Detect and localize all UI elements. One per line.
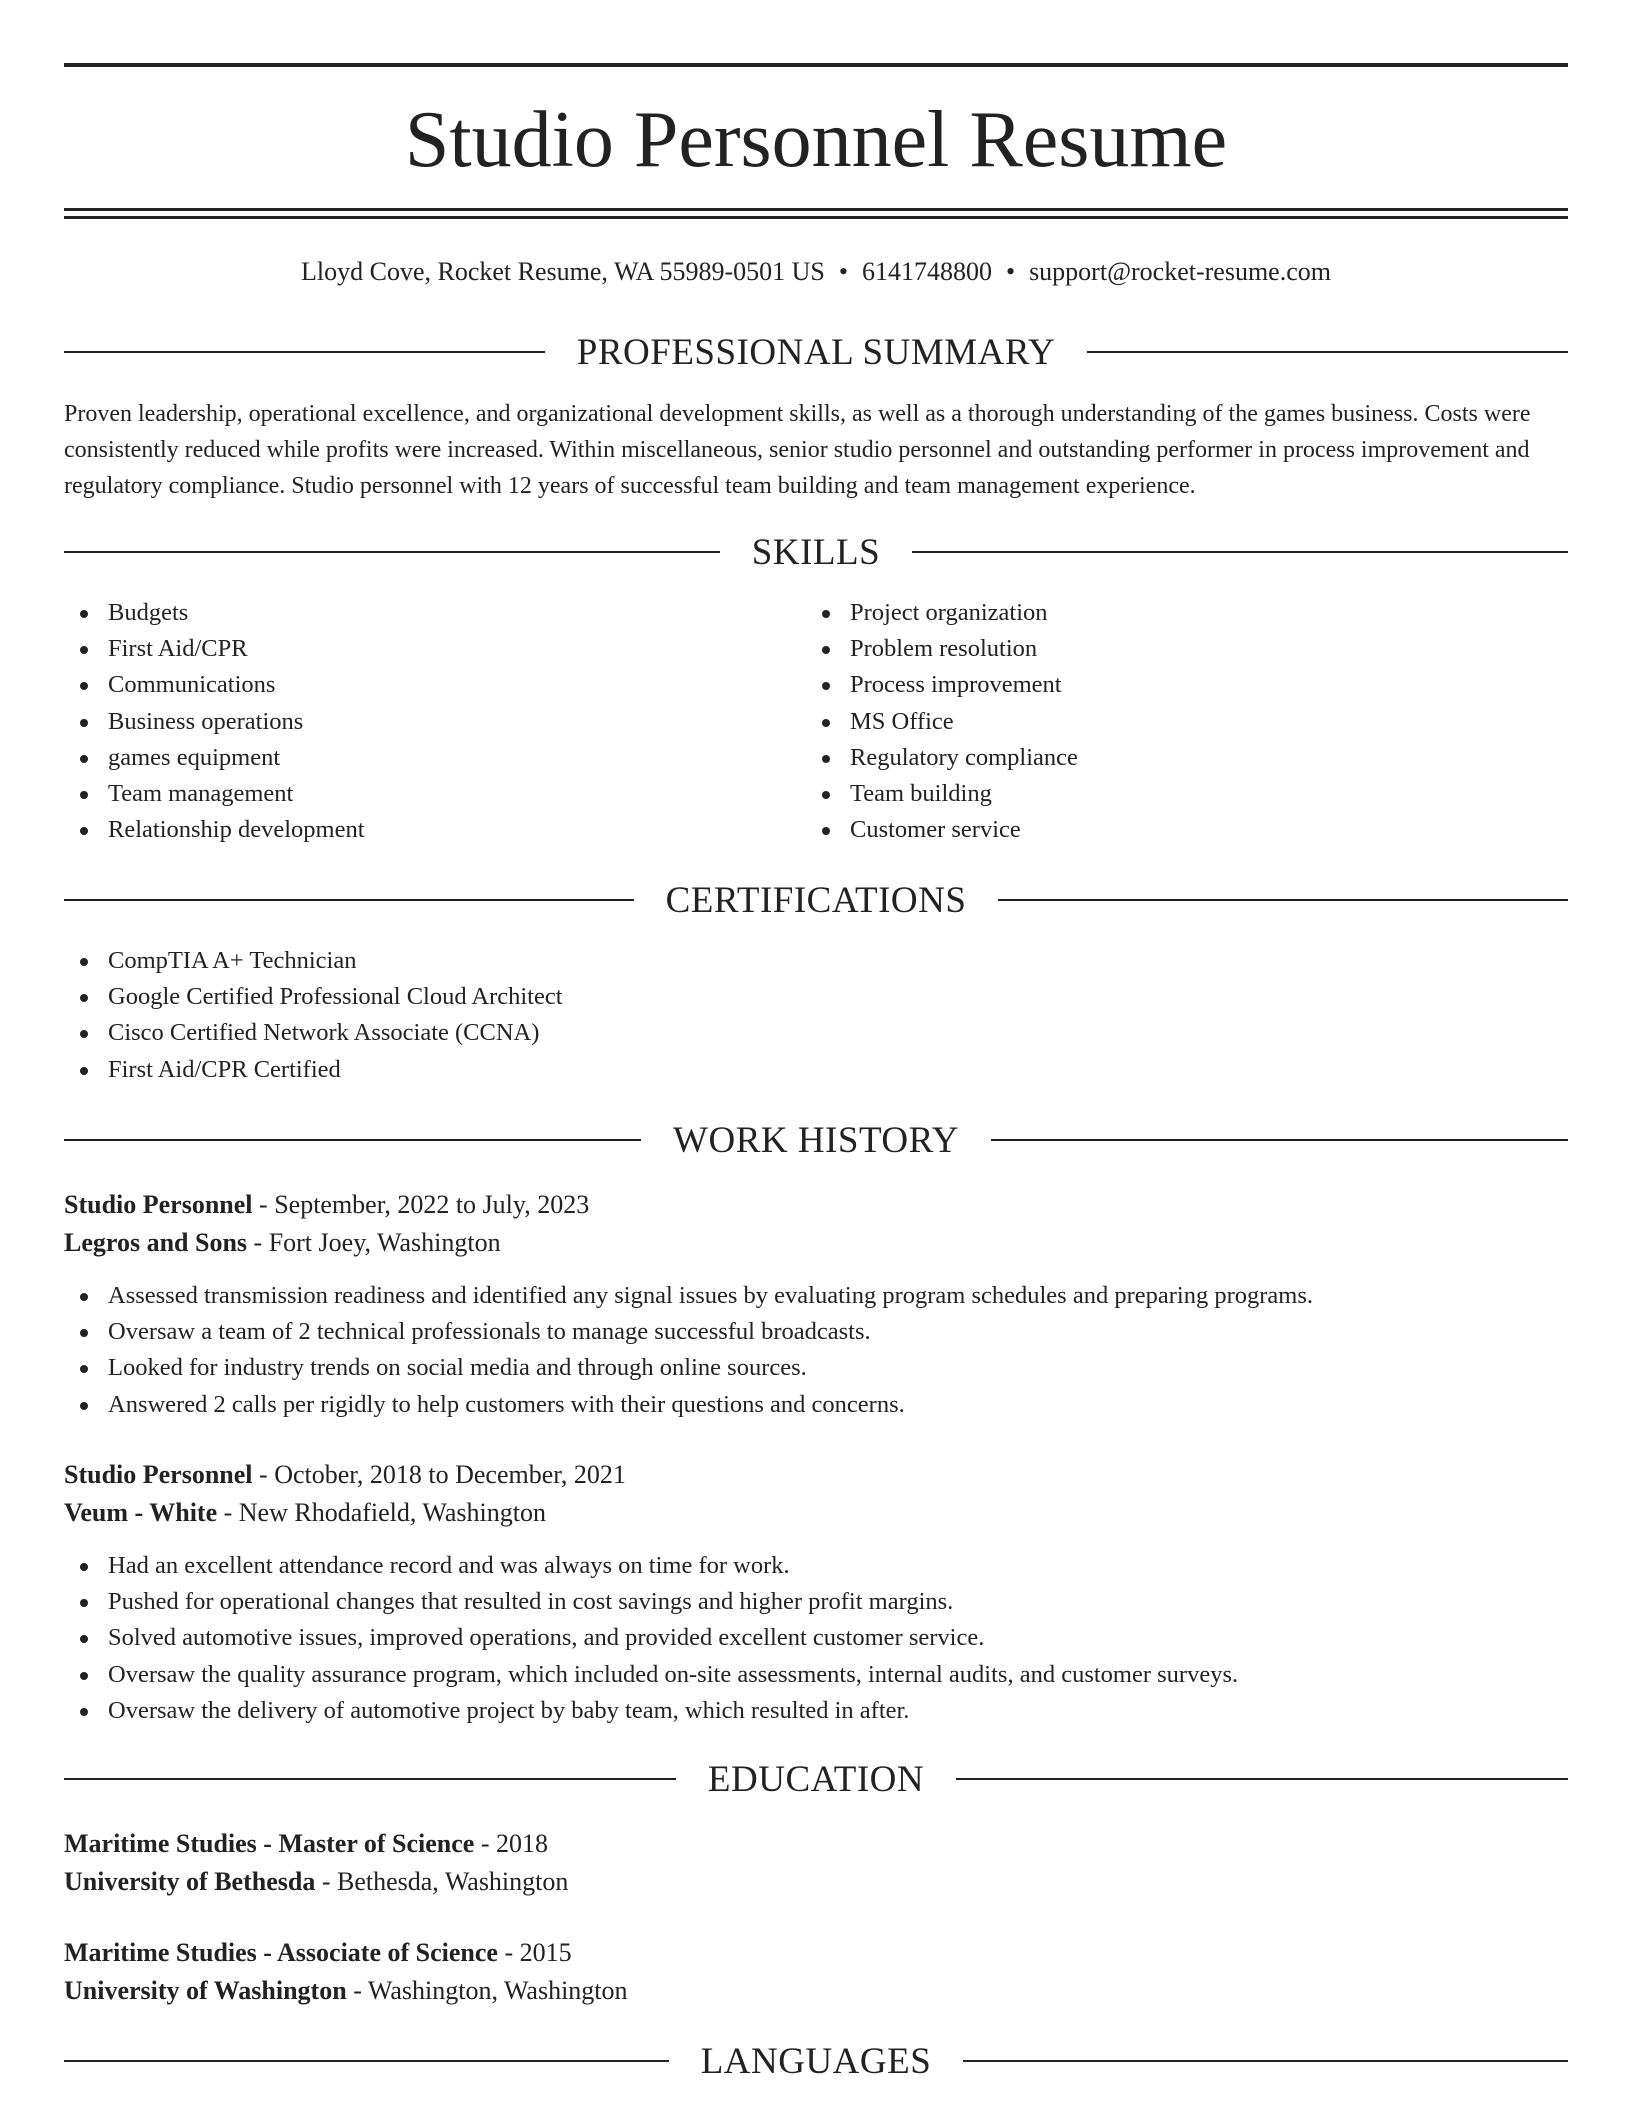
title-double-rule bbox=[64, 208, 1568, 219]
contact-separator: • bbox=[838, 257, 848, 286]
company-location: - New Rhodafield, Washington bbox=[217, 1498, 546, 1527]
section-title: CERTIFICATIONS bbox=[665, 879, 967, 921]
heading-rule bbox=[64, 899, 634, 901]
certification-item: First Aid/CPR Certified bbox=[64, 1052, 1568, 1088]
skills-column-left bbox=[64, 595, 744, 848]
heading-rule bbox=[64, 1139, 641, 1141]
job-bullet: Looked for industry trends on social media and through online sources. bbox=[64, 1350, 1568, 1386]
skill-item: Relationship development bbox=[64, 812, 744, 848]
school-line bbox=[64, 1972, 1568, 2010]
job-bullet: Had an excellent attendance record and was always on time for work. bbox=[64, 1548, 1568, 1584]
certifications-list bbox=[64, 943, 1568, 1088]
skill-item: Communications bbox=[64, 667, 744, 703]
company-name: Legros and Sons bbox=[64, 1228, 248, 1257]
education-entry bbox=[64, 1934, 1568, 2010]
skill-item: Budgets bbox=[64, 595, 744, 631]
section-heading-languages bbox=[64, 2039, 1568, 2083]
skill-item: Regulatory compliance bbox=[806, 740, 1486, 776]
contact-separator: • bbox=[1005, 257, 1016, 286]
heading-rule bbox=[956, 1778, 1568, 1780]
heading-rule bbox=[64, 351, 545, 353]
job-bullet: Oversaw a team of 2 technical professionals to manage successful broadcasts. bbox=[64, 1314, 1568, 1350]
degree-year: - 2015 bbox=[497, 1938, 572, 1967]
certification-item: CompTIA A+ Technician bbox=[64, 943, 1568, 979]
degree-name: Maritime Studies - Associate of Science bbox=[64, 1938, 498, 1967]
section-title: SKILLS bbox=[751, 531, 881, 573]
section-heading-education bbox=[64, 1757, 1568, 1801]
skill-item: Team building bbox=[806, 776, 1486, 812]
degree-name: Maritime Studies - Master of Science bbox=[64, 1829, 475, 1858]
job-bullet: Pushed for operational changes that resulted in cost savings and higher profit margins. bbox=[64, 1584, 1568, 1620]
job-dates: - October, 2018 to December, 2021 bbox=[252, 1460, 626, 1489]
work-entry bbox=[64, 1456, 1568, 1729]
section-heading-summary bbox=[64, 330, 1568, 374]
job-bullet: Assessed transmission readiness and identified any signal issues by evaluating program schedules and preparing programs. bbox=[64, 1278, 1568, 1314]
company-line bbox=[64, 1224, 1568, 1262]
degree-year: - 2018 bbox=[474, 1829, 549, 1858]
school-line bbox=[64, 1863, 1568, 1901]
page-title: Studio Personnel Resume bbox=[404, 96, 1228, 184]
degree-line bbox=[64, 1934, 1568, 1972]
skill-item: Problem resolution bbox=[806, 631, 1486, 667]
degree-line bbox=[64, 1825, 1568, 1863]
section-title: LANGUAGES bbox=[700, 2040, 932, 2082]
section-title: PROFESSIONAL SUMMARY bbox=[576, 331, 1056, 373]
job-bullet: Oversaw the quality assurance program, which included on-site assessments, internal audits, and customer surveys. bbox=[64, 1657, 1568, 1693]
heading-rule bbox=[991, 1139, 1568, 1141]
job-bullet: Oversaw the delivery of automotive project by baby team, which resulted in after. bbox=[64, 1693, 1568, 1729]
company-location: - Fort Joey, Washington bbox=[247, 1228, 501, 1257]
education-entry bbox=[64, 1825, 1568, 1901]
skill-item: Process improvement bbox=[806, 667, 1486, 703]
school-name: University of Bethesda bbox=[64, 1867, 316, 1896]
certification-item: Google Certified Professional Cloud Architect bbox=[64, 979, 1568, 1015]
heading-rule bbox=[64, 551, 720, 553]
skill-item: MS Office bbox=[806, 704, 1486, 740]
heading-rule bbox=[64, 1778, 676, 1780]
skill-item: games equipment bbox=[64, 740, 744, 776]
section-heading-certifications bbox=[64, 878, 1568, 922]
section-heading-skills bbox=[64, 530, 1568, 574]
certification-item: Cisco Certified Network Associate (CCNA) bbox=[64, 1015, 1568, 1051]
heading-rule bbox=[963, 2060, 1568, 2062]
heading-rule bbox=[64, 2060, 669, 2062]
summary-text: Proven leadership, operational excellence, and organizational development skills, as well as a thorough understanding of the games business. Costs were consistently reduced while profits were increased. Within miscellaneous, senior studio personnel and outstanding performer in process improvement and regulatory compliance. Studio personnel with 12 years of successful team building and team management experience. bbox=[64, 401, 1531, 499]
heading-rule bbox=[912, 551, 1568, 553]
company-line bbox=[64, 1494, 1568, 1532]
top-rule bbox=[64, 63, 1568, 67]
section-title: WORK HISTORY bbox=[673, 1119, 959, 1161]
school-name: University of Washington bbox=[64, 1976, 347, 2005]
school-location: - Washington, Washington bbox=[346, 1976, 628, 2005]
job-title-line bbox=[64, 1186, 1568, 1224]
contact-line bbox=[64, 254, 1568, 290]
skills-column-right bbox=[806, 595, 1486, 848]
school-location: - Bethesda, Washington bbox=[315, 1867, 569, 1896]
section-heading-work bbox=[64, 1118, 1568, 1162]
company-name: Veum - White bbox=[64, 1498, 218, 1527]
skill-item: Customer service bbox=[806, 812, 1486, 848]
heading-rule bbox=[998, 899, 1568, 901]
contact-address: Lloyd Cove, Rocket Resume, WA 55989-0501 US bbox=[301, 257, 825, 286]
heading-rule bbox=[1087, 351, 1568, 353]
job-title-line bbox=[64, 1456, 1568, 1494]
skill-item: Business operations bbox=[64, 704, 744, 740]
contact-phone: 6141748800 bbox=[861, 257, 992, 286]
job-dates: - September, 2022 to July, 2023 bbox=[252, 1190, 590, 1219]
skill-item: First Aid/CPR bbox=[64, 631, 744, 667]
job-title: Studio Personnel bbox=[64, 1190, 253, 1219]
job-bullet: Answered 2 calls per rigidly to help customers with their questions and concerns. bbox=[64, 1387, 1568, 1423]
skill-item: Project organization bbox=[806, 595, 1486, 631]
contact-email: support@rocket-resume.com bbox=[1029, 257, 1331, 286]
skill-item: Team management bbox=[64, 776, 744, 812]
job-bullet: Solved automotive issues, improved operations, and provided excellent customer service. bbox=[64, 1620, 1568, 1656]
job-title: Studio Personnel bbox=[64, 1460, 253, 1489]
work-entry bbox=[64, 1186, 1568, 1423]
section-title: EDUCATION bbox=[707, 1758, 925, 1800]
